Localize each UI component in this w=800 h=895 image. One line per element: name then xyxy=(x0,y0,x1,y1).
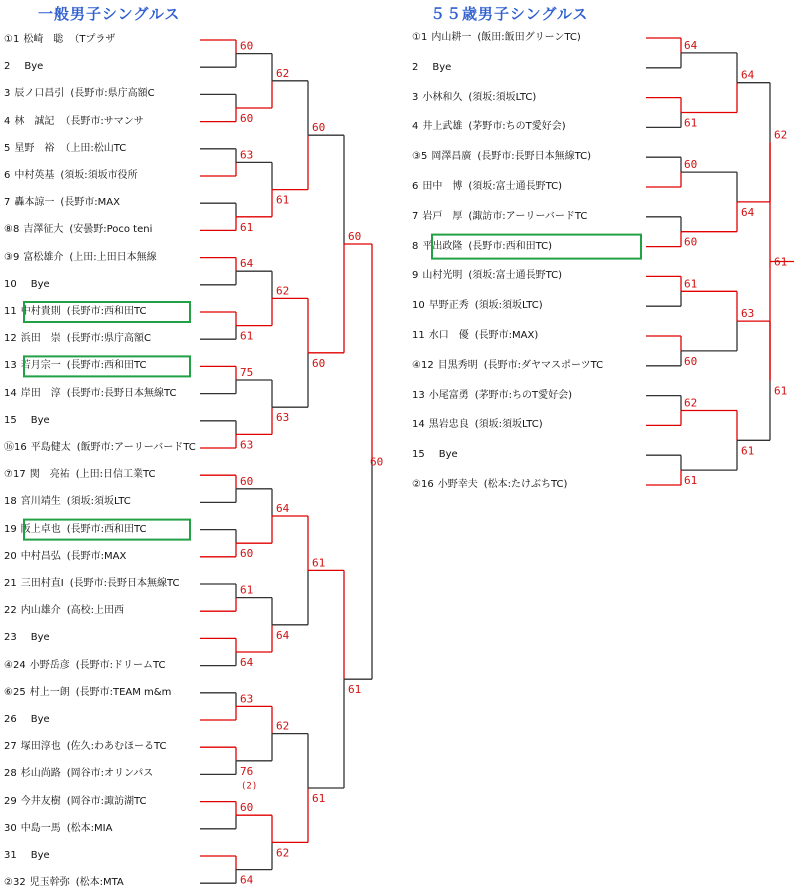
left-r1-note: (2) xyxy=(241,781,258,792)
left-player-club: (長野市:県庁高額C xyxy=(66,333,151,345)
left-player-club: (佐久:わあむほーるTC xyxy=(66,741,167,753)
left-player-seed: ②32 xyxy=(4,877,26,889)
right-player-seed: 8 xyxy=(412,240,419,252)
right-player-seed: 6 xyxy=(412,181,419,192)
right-player-club: (須坂:須坂LTC) xyxy=(474,419,543,431)
left-r3-score: 60 xyxy=(312,356,326,370)
right-player-name: 岡澤昌廣 xyxy=(431,151,472,163)
left-player-name: 富松雄介 xyxy=(23,251,64,263)
right-player-name: 岩戸 厚 xyxy=(422,210,463,222)
left-player-seed: ⑥25 xyxy=(4,686,26,698)
right-player-seed: 10 xyxy=(412,300,425,312)
right-player-seed: ①1 xyxy=(412,32,428,43)
left-player-club: (長野市:ドリームTC xyxy=(75,659,166,671)
right-player-name: 山村光明 xyxy=(422,270,463,282)
left-player-name: 中村昌弘 xyxy=(20,550,61,562)
left-r1-score: 60 xyxy=(240,39,254,53)
right-player-seed: 4 xyxy=(412,121,419,133)
left-player-club: (松本:MTA xyxy=(75,877,124,889)
right-player-seed: ②16 xyxy=(412,479,434,490)
left-player-seed: 27 xyxy=(4,741,17,753)
right-player-club: (茅野市:ちのT愛好会) xyxy=(468,121,566,133)
right-player-name: 井上武雄 xyxy=(422,121,463,133)
left-r1-score: 64 xyxy=(240,257,254,271)
right-player-name: 平出政隆 xyxy=(422,240,463,252)
left-player-club: (長野市:長野日本無線TC xyxy=(66,387,177,399)
left-player-seed: ⑦17 xyxy=(4,469,26,481)
right-r1-score: 61 xyxy=(684,116,698,130)
right-player-name: 小林和久 xyxy=(422,91,463,103)
right-player-club: (長野市:MAX) xyxy=(474,330,539,341)
left-player-club: (上田:上田日本無線 xyxy=(69,251,157,263)
left-player-club: (長野市:西和田TC xyxy=(66,360,147,372)
left-player-seed: 20 xyxy=(4,550,17,562)
left-player-name: 小野岳彦 xyxy=(29,659,70,671)
left-final-score: 60 xyxy=(370,455,384,469)
left-r2-score: 62 xyxy=(276,284,290,298)
left-player-seed: 11 xyxy=(4,306,17,317)
right-r2-score: 63 xyxy=(741,307,755,321)
left-r3-score: 61 xyxy=(312,792,326,805)
left-r1-score: 60 xyxy=(240,801,254,815)
right-r3-score: 61 xyxy=(774,384,788,398)
right-player-seed: 11 xyxy=(412,330,425,341)
left-player-seed: 31 xyxy=(4,850,17,861)
right-player-seed: 13 xyxy=(412,389,425,401)
left-player-seed: 29 xyxy=(4,795,17,807)
right-player-name: 小尾富勇 xyxy=(428,389,469,401)
right-player-seed: 15 xyxy=(412,449,425,461)
left-player-name: 中村貴則 xyxy=(20,306,61,317)
left-r1-score: 63 xyxy=(240,148,254,162)
left-player-name: Bye xyxy=(24,61,44,73)
left-player-name: 星野 裕 xyxy=(14,142,55,154)
right-player-seed: 9 xyxy=(412,270,419,282)
left-player-name: 村上一朗 xyxy=(29,686,70,698)
left-player-club: (飯野市:アーリーバードTC xyxy=(76,442,196,453)
left-r4-score: 60 xyxy=(348,230,362,243)
left-player-seed: ③9 xyxy=(4,251,20,263)
left-r1-score: 75 xyxy=(240,366,254,379)
left-player-club: （上田:松山TC xyxy=(60,142,127,154)
left-player-club: (長野市:TEAM m&m xyxy=(75,686,172,698)
left-player-name: 内山雄介 xyxy=(20,605,61,617)
left-player-club: （Tプラザ xyxy=(69,34,116,45)
left-r4-score: 61 xyxy=(348,683,362,697)
left-player-club: （長野市:サマンサ xyxy=(60,115,144,127)
right-player-seed: ③5 xyxy=(412,151,428,163)
left-player-seed: ④24 xyxy=(4,659,26,671)
left-highlight-box xyxy=(24,520,190,540)
right-r1-score: 60 xyxy=(684,158,698,172)
left-player-name: Bye xyxy=(30,278,50,290)
right-player-seed: 3 xyxy=(412,91,419,103)
left-player-club: (長野市:MAX xyxy=(60,197,120,209)
right-final-score: 61 xyxy=(774,255,788,269)
right-player-name: 小野幸夫 xyxy=(437,479,478,490)
left-player-seed: 5 xyxy=(4,142,11,154)
left-r2-score: 63 xyxy=(276,411,290,425)
left-player-seed: 7 xyxy=(4,197,11,209)
left-player-seed: 12 xyxy=(4,333,17,345)
left-r1-score: 60 xyxy=(240,474,254,488)
left-player-name: 辰ノ口昌引 xyxy=(14,88,65,100)
left-player-name: 若月宗一 xyxy=(20,360,61,372)
left-player-club: (長野市:MAX xyxy=(66,550,127,562)
left-player-seed: ①1 xyxy=(4,34,20,45)
left-player-name: 宮川靖生 xyxy=(20,496,61,508)
right-player-name: 水口 優 xyxy=(428,330,469,341)
left-r3-score: 61 xyxy=(312,556,326,570)
left-player-name: Bye xyxy=(30,850,50,861)
right-highlight-box xyxy=(432,235,641,259)
right-r1-score: 60 xyxy=(684,235,698,249)
right-player-seed: 2 xyxy=(412,61,419,73)
right-player-club: (長野市:長野日本無線TC) xyxy=(477,151,592,163)
left-player-club: (須坂:須坂LTC xyxy=(66,496,131,508)
left-player-name: Bye xyxy=(30,714,50,725)
left-player-club: (長野市:長野日本無線TC xyxy=(69,578,180,589)
right-r1-score: 60 xyxy=(684,354,698,368)
right-r1-score: 62 xyxy=(684,396,698,410)
left-player-name: 轟本諒一 xyxy=(14,197,55,209)
right-r1-score: 61 xyxy=(684,277,698,291)
left-player-name: 中村英基 xyxy=(14,170,55,181)
left-highlight-box xyxy=(24,356,190,376)
right-r3-score: 62 xyxy=(774,128,788,142)
right-player-name: 目黒秀明 xyxy=(437,359,478,371)
left-player-seed: 19 xyxy=(4,523,17,535)
left-player-seed: 18 xyxy=(4,496,17,508)
left-player-seed: 4 xyxy=(4,115,11,127)
left-player-name: 三田村直I xyxy=(20,578,64,589)
left-player-seed: 26 xyxy=(4,714,17,725)
left-player-name: 松崎 聡 xyxy=(23,34,64,45)
left-r1-score: 61 xyxy=(240,220,254,234)
left-player-name: 中島一馬 xyxy=(20,822,61,834)
left-player-seed: 21 xyxy=(4,578,17,589)
right-player-club: (須坂:富士通長野TC) xyxy=(468,181,563,192)
left-highlight-box xyxy=(24,302,190,322)
right-player-club: (長野市:ダヤマスポーツTC xyxy=(483,359,604,371)
left-r2-score: 64 xyxy=(276,628,290,642)
left-r1-score: 63 xyxy=(240,692,254,706)
left-player-seed: 14 xyxy=(4,387,17,399)
left-player-name: 今井友樹 xyxy=(20,795,61,807)
left-r2-score: 62 xyxy=(276,66,290,80)
left-r1-score: 61 xyxy=(240,583,254,597)
left-r1-score: 64 xyxy=(240,873,254,887)
left-player-club: (上田:日信工業TC xyxy=(75,469,156,481)
right-r1-score: 64 xyxy=(684,38,698,52)
left-player-seed: 30 xyxy=(4,822,17,834)
left-player-club: (長野市:県庁高額C xyxy=(70,88,155,100)
left-player-seed: 10 xyxy=(4,278,17,290)
left-player-name: 関 亮祐 xyxy=(29,469,70,481)
right-r2-score: 64 xyxy=(741,205,755,219)
left-r3-score: 60 xyxy=(312,121,326,135)
right-r1-score: 61 xyxy=(684,474,698,488)
right-r2-score: 64 xyxy=(741,68,755,82)
left-player-name: Bye xyxy=(30,632,50,644)
left-r1-score: 63 xyxy=(240,438,254,452)
right-player-club: (松本:たけぶちTC) xyxy=(483,479,568,490)
left-player-club: (須坂:須坂市役所 xyxy=(60,170,138,181)
right-player-club: (茅野市:ちのT愛好会) xyxy=(474,389,573,401)
left-player-seed: 23 xyxy=(4,632,17,644)
right-r2-score: 61 xyxy=(741,444,755,458)
right-player-club: (須坂:須坂LTC) xyxy=(468,91,537,103)
left-r1-score: 60 xyxy=(240,547,254,561)
right-player-name: Bye xyxy=(438,449,458,461)
left-r1-score: 76 xyxy=(240,764,254,778)
left-r1-score: 60 xyxy=(240,112,254,125)
left-r2-score: 62 xyxy=(276,846,290,860)
left-player-club: (長野市:西和田TC xyxy=(66,523,147,535)
left-player-name: Bye xyxy=(30,414,50,426)
left-player-club: (松本:MIA xyxy=(66,822,113,834)
right-player-club: (須坂:須坂LTC) xyxy=(474,300,543,312)
left-player-seed: ⑧8 xyxy=(4,224,20,236)
right-player-name: 田中 博 xyxy=(422,181,463,192)
left-r1-score: 64 xyxy=(240,656,254,669)
right-title: ５５歳男子シングルス xyxy=(430,5,589,23)
left-player-name: 吉澤征大 xyxy=(23,224,64,236)
left-player-name: 阪上卓也 xyxy=(20,523,61,535)
left-player-name: 杉山尚路 xyxy=(20,768,61,780)
left-title: 一般男子シングルス xyxy=(38,5,181,23)
right-player-name: 黒岩忠良 xyxy=(428,419,469,431)
right-player-club: (長野市:西和田TC) xyxy=(468,240,553,252)
right-player-seed: ④12 xyxy=(412,359,434,371)
left-player-club: (高校:上田西 xyxy=(66,605,125,617)
left-player-club: (岡谷市:オリンパス xyxy=(66,768,154,780)
left-player-seed: 15 xyxy=(4,414,17,426)
left-player-seed: 28 xyxy=(4,768,17,780)
left-player-name: 浜田 崇 xyxy=(20,333,61,345)
left-r2-score: 64 xyxy=(276,502,290,515)
right-player-club: (諏訪市:アーリーバードTC xyxy=(468,210,588,222)
right-player-club: (飯田:飯田グリーンTC) xyxy=(477,32,581,43)
left-player-name: 岸田 淳 xyxy=(20,387,61,399)
left-player-seed: 22 xyxy=(4,605,17,617)
left-player-name: 林 誠記 xyxy=(14,115,55,127)
left-player-seed: 6 xyxy=(4,170,11,181)
right-player-name: 内山耕一 xyxy=(431,32,472,43)
left-player-club: (長野市:西和田TC xyxy=(66,306,147,317)
left-player-name: 塚田淳也 xyxy=(20,741,61,753)
left-player-club: (安曇野:Poco teni xyxy=(69,224,153,236)
right-player-seed: 7 xyxy=(412,210,419,222)
left-player-seed: ⑯16 xyxy=(4,442,27,453)
right-player-name: Bye xyxy=(432,61,452,73)
left-player-name: 平島健太 xyxy=(30,442,71,453)
left-player-seed: 3 xyxy=(4,88,11,100)
left-player-name: 児玉幹弥 xyxy=(29,877,70,889)
left-r2-score: 61 xyxy=(276,193,290,207)
left-player-seed: 2 xyxy=(4,61,11,73)
left-r1-score: 61 xyxy=(240,329,254,343)
left-r2-score: 62 xyxy=(276,719,290,733)
right-player-seed: 14 xyxy=(412,419,425,431)
right-player-name: 早野正秀 xyxy=(428,300,469,312)
right-player-club: (須坂:富士通長野TC) xyxy=(468,270,563,282)
left-player-seed: 13 xyxy=(4,360,17,372)
left-player-club: (岡谷市:諏訪湖TC xyxy=(66,795,147,807)
